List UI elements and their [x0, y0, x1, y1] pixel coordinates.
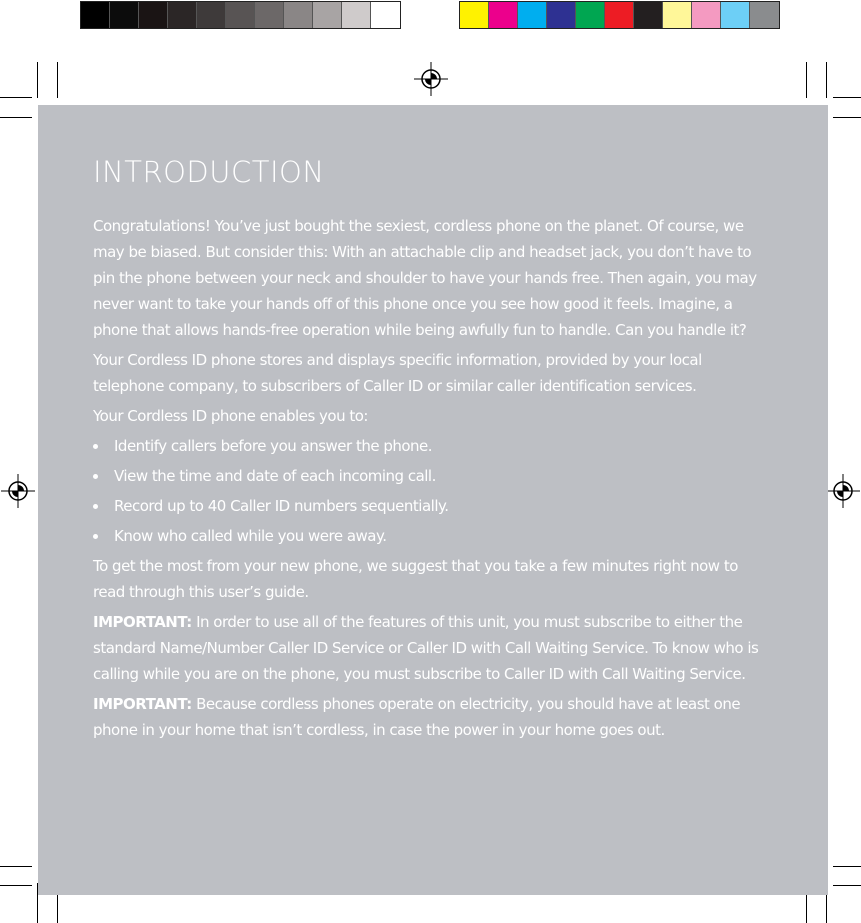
- color-swatch: [81, 2, 110, 28]
- page-title: INTRODUCTION: [93, 155, 325, 189]
- color-swatch: [313, 2, 342, 28]
- crop-mark: [826, 62, 827, 98]
- list-item: Identify callers before you answer the phone.: [93, 433, 773, 459]
- crop-mark: [833, 97, 861, 98]
- feature-list: [93, 433, 773, 549]
- color-swatch: [605, 2, 634, 28]
- crop-mark: [833, 866, 861, 867]
- crop-mark: [0, 885, 32, 886]
- color-swatch: [634, 2, 663, 28]
- crop-mark: [0, 117, 32, 118]
- color-swatch: [460, 2, 489, 28]
- crop-mark: [833, 885, 861, 886]
- grayscale-color-bar: [80, 1, 401, 29]
- crop-mark: [57, 62, 58, 98]
- color-swatch: [489, 2, 518, 28]
- enables-paragraph: Your Cordless ID phone enables you to:: [93, 407, 368, 425]
- important-text: Because cordless phones operate on electricity, you should have at least one phone in your home that isn’t cordless, in case the power in your home goes out.: [93, 695, 741, 739]
- color-swatch: [518, 2, 547, 28]
- important-paragraph-2: [93, 691, 773, 743]
- color-swatch: [197, 2, 226, 28]
- important-label: IMPORTANT:: [93, 695, 192, 713]
- storage-paragraph: Your Cordless ID phone stores and displays specific information, provided by your local telephone company, to subscribers of Caller ID or similar caller identification services.: [93, 351, 702, 395]
- color-swatch: [255, 2, 284, 28]
- color-swatch: [139, 2, 168, 28]
- crop-mark: [0, 866, 32, 867]
- crop-mark: [0, 97, 32, 98]
- crop-mark: [37, 62, 38, 98]
- color-swatch: [750, 2, 779, 28]
- crop-mark: [806, 62, 807, 98]
- manual-page: [38, 105, 828, 895]
- guide-paragraph: To get the most from your new phone, we suggest that you take a few minutes right now to read through this user’s guide.: [93, 557, 738, 601]
- color-swatch: [371, 2, 400, 28]
- color-swatch: [342, 2, 371, 28]
- color-swatch: [692, 2, 721, 28]
- color-swatch: [663, 2, 692, 28]
- crop-mark: [833, 117, 861, 118]
- registration-mark-icon: [414, 62, 448, 96]
- important-paragraph-1: [93, 609, 773, 687]
- color-swatch: [576, 2, 605, 28]
- color-swatch: [284, 2, 313, 28]
- important-label: IMPORTANT:: [93, 613, 192, 631]
- color-swatch: [547, 2, 576, 28]
- process-color-bar: [459, 1, 780, 29]
- page-body: [93, 213, 773, 747]
- list-item: Record up to 40 Caller ID numbers sequentially.: [93, 493, 773, 519]
- important-text: In order to use all of the features of this unit, you must subscribe to either the standard Name/Number Caller ID Service or Caller ID with Call Waiting Service. To know who is calling while you are on the phone, you must subscribe to Caller ID with Call Waiting Service.: [93, 613, 759, 683]
- color-swatch: [110, 2, 139, 28]
- registration-mark-icon: [826, 474, 860, 508]
- registration-mark-icon: [1, 474, 35, 508]
- color-swatch: [226, 2, 255, 28]
- color-swatch: [721, 2, 750, 28]
- intro-paragraph: Congratulations! You’ve just bought the sexiest, cordless phone on the planet. Of course, we may be biased. But consider this: With an attachable clip and headset jack, you don’t have to pin the phone between your neck and shoulder to have your hands free. Then again, you may never want to take your hands off of this phone once you see how good it feels. Imagine, a phone that allows hands-free operation while being awfully fun to handle. Can you handle it?: [93, 217, 757, 339]
- list-item: Know who called while you were away.: [93, 523, 773, 549]
- list-item: View the time and date of each incoming call.: [93, 463, 773, 489]
- color-swatch: [168, 2, 197, 28]
